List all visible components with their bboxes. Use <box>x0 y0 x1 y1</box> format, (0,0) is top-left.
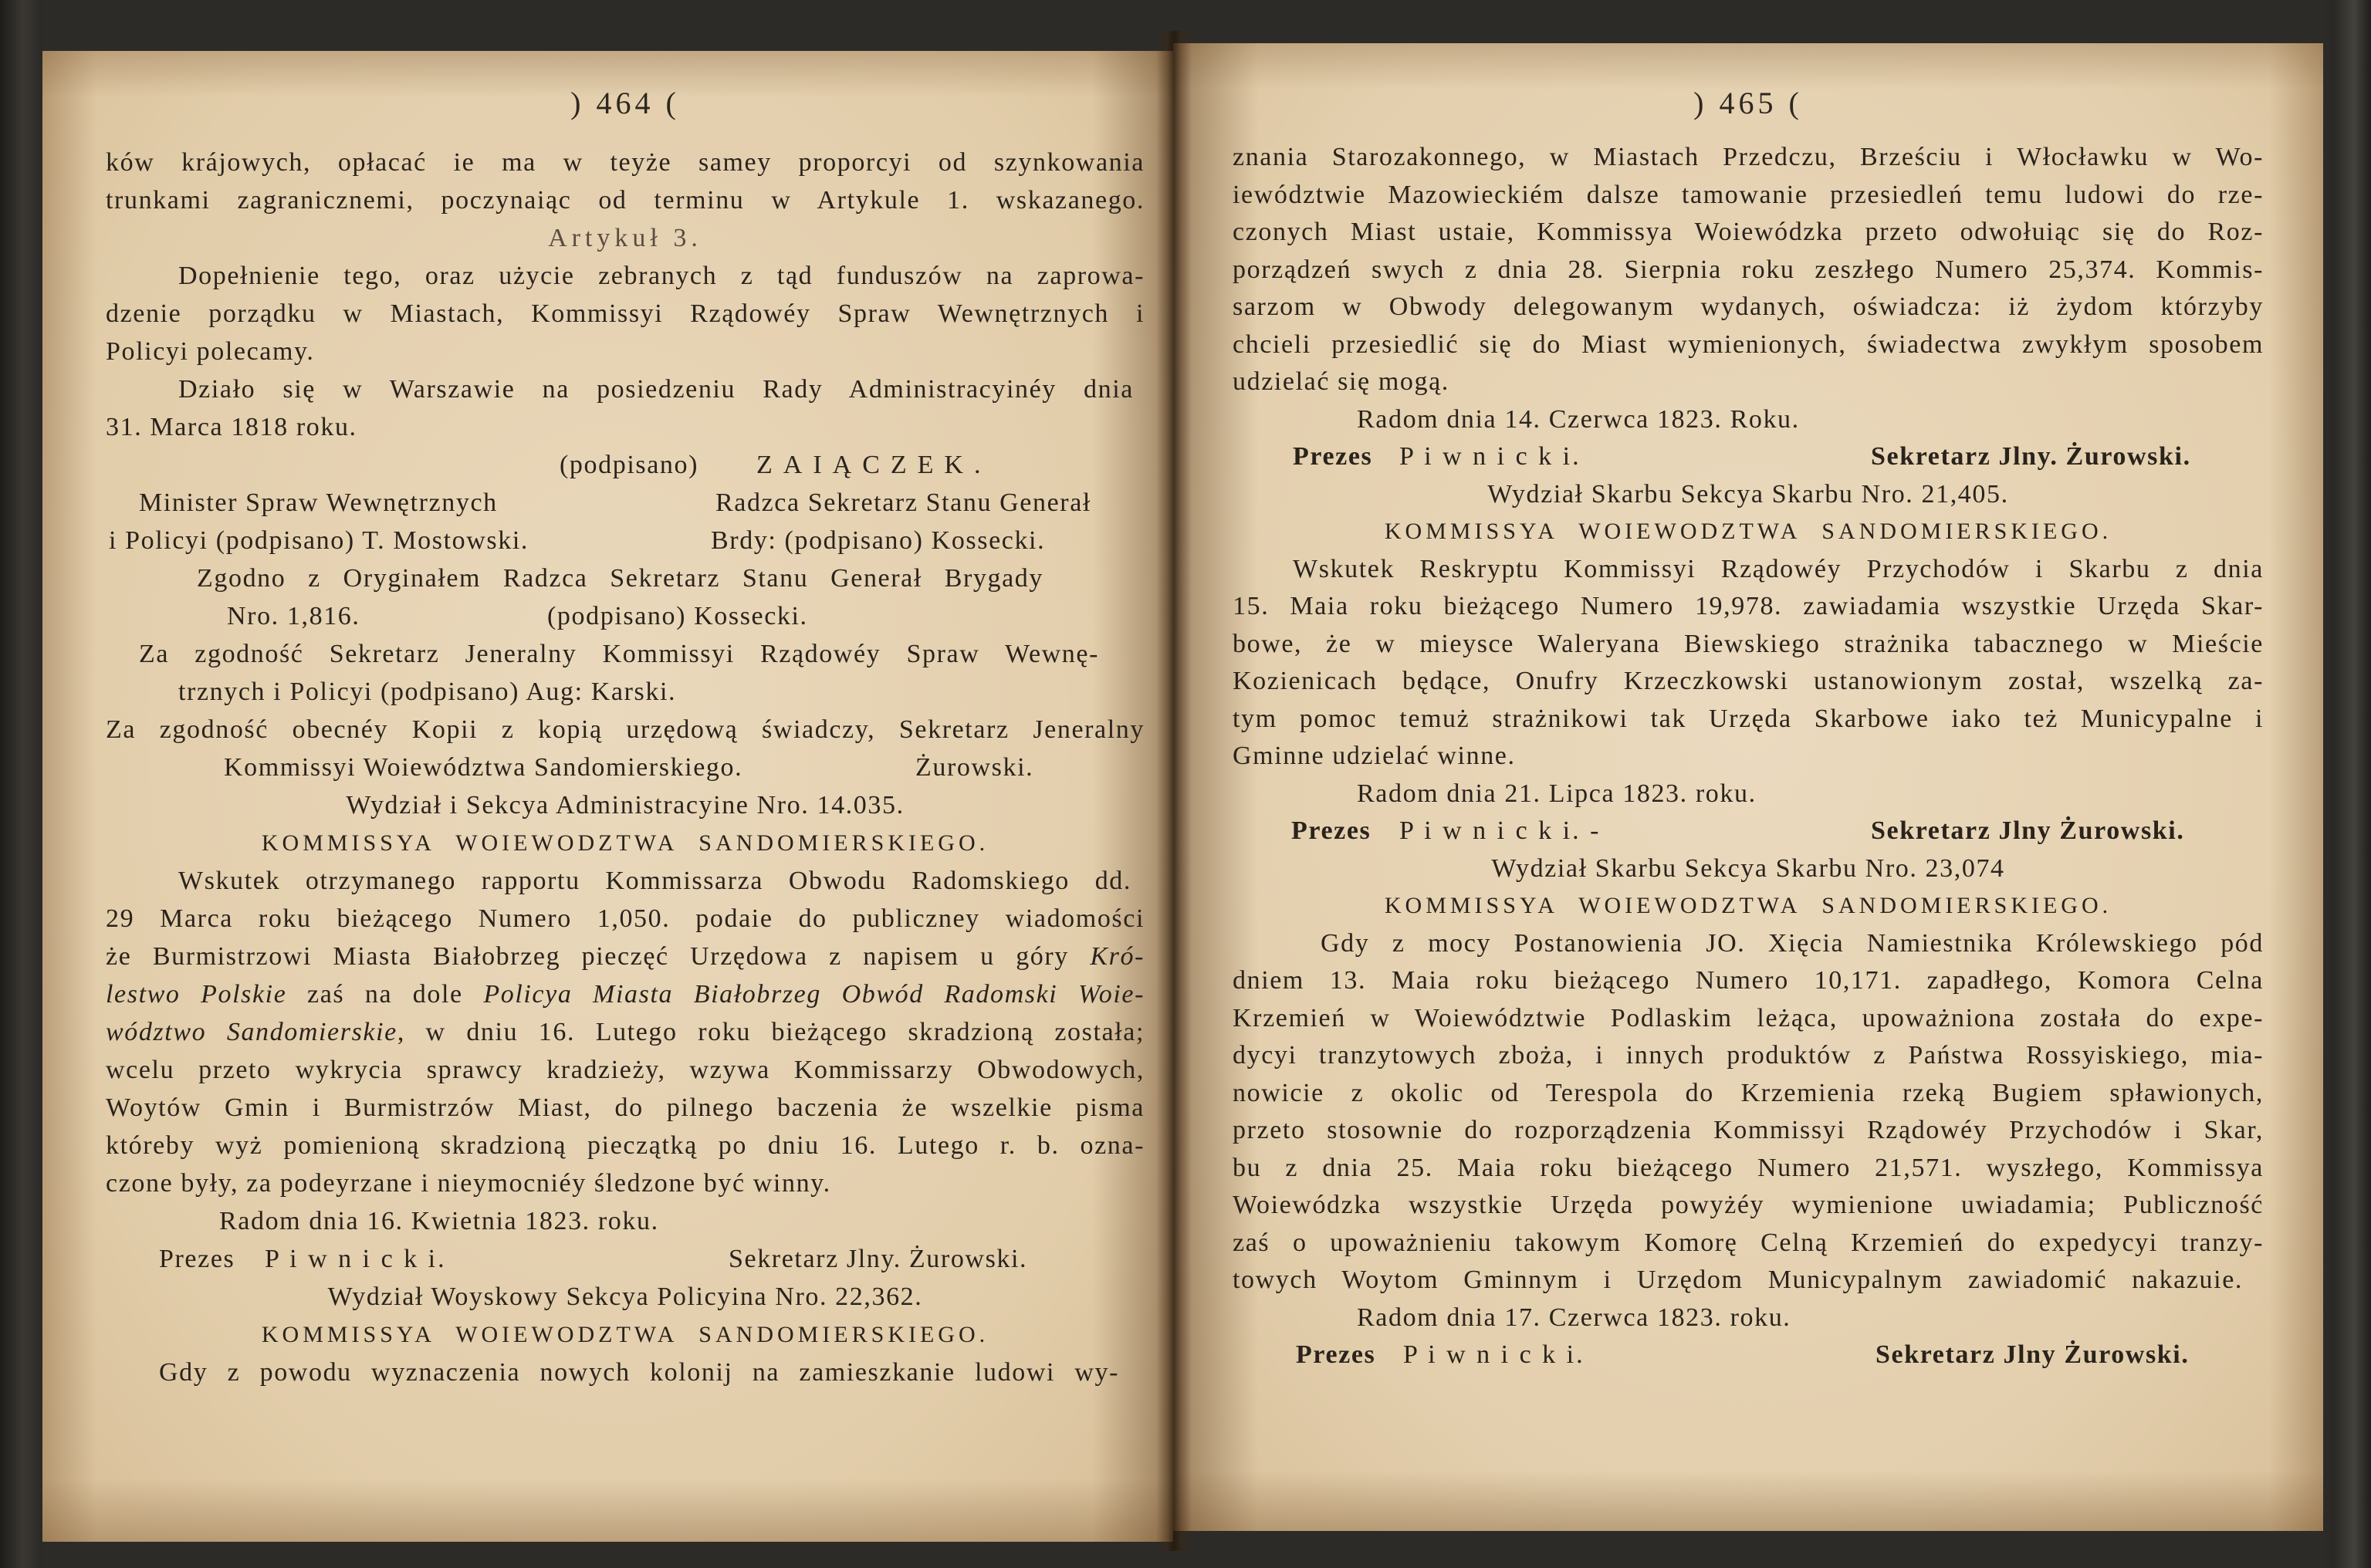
signatory-name: Sekretarz Jlny. Żurowski. <box>1871 442 2191 471</box>
signatory-name: P i w n i c k i. <box>265 1245 447 1273</box>
signatory-title: Radzca Sekretarz Stanu Generał <box>715 488 1091 517</box>
signatory-name: Żurowski. <box>915 753 1034 782</box>
section-heading: KOMMISSYA WOIEWODZTWA SANDOMIERSKIEGO. <box>261 830 989 856</box>
section-reference: Wydział Woyskowy Sekcya Policyina Nro. 22,362. <box>327 1282 923 1311</box>
signatory-name: P i w n i c k i. <box>1403 1340 1585 1369</box>
right-page-text <box>1233 139 2264 1374</box>
text-line: bu z dnia 25. Maia roku bieżącego Numero 21,571. wyszłego, Kommissya <box>1233 1153 2264 1182</box>
date-line: Radom dnia 14. Czerwca 1823. Roku. <box>1357 404 1800 434</box>
text-line: Wskutek Reskryptu Kommissyi Rządowéy Przychodów i Skarbu z dnia <box>1293 554 2264 583</box>
signatory-title: Minister Spraw Wewnętrznych <box>139 488 498 517</box>
signature-line <box>1233 1337 2264 1374</box>
signatory-name: ZAIĄCZEK. <box>756 451 992 479</box>
text-line: Kozienicach będące, Onufry Krzeczkowski ustanowionym został, wszelką za- <box>1233 667 2264 695</box>
text-segment: , w dniu 16. Lutego roku bieżącego skradzioną została; <box>397 1018 1145 1046</box>
text-line: Działo się w Warszawie na posiedzeniu Rady Administracyinéy dnia <box>178 375 1134 404</box>
text-line: czonych Miast ustaie, Kommissya Woiewódzka przeto odwołuiąc się do Roz- <box>1233 218 2264 246</box>
signatory-name: Brdy: (podpisano) Kossecki. <box>711 526 1046 555</box>
text-line: trznych i Policyi (podpisano) Aug: Karski. <box>178 678 677 706</box>
section-heading: KOMMISSYA WOIEWODZTWA SANDOMIERSKIEGO. <box>1384 893 2112 918</box>
text-line <box>106 1013 1145 1051</box>
text-line: zaś o upoważnieniu takowym Komorę Celną Krzemień do expedycyi tranzy- <box>1233 1228 2264 1257</box>
signature-line <box>1233 438 2264 476</box>
section-heading: KOMMISSYA WOIEWODZTWA SANDOMIERSKIEGO. <box>261 1322 989 1347</box>
left-page-text <box>106 144 1145 1391</box>
signatory-name: i Policyi (podpisano) T. Mostowski. <box>109 526 529 555</box>
text-segment: zaś na dole <box>286 980 484 1009</box>
text-line: 15. Maia roku bieżącego Numero 19,978. zawiadamia wszystkie Urzęda Skar- <box>1233 592 2264 620</box>
text-line: towych Woytom Gminnym i Urzędom Municypalnym zawiadomić nakazuie. <box>1233 1266 2243 1294</box>
signatory-name: Sekretarz Jlny Żurowski. <box>1875 1340 2190 1369</box>
italic-segment: Kró- <box>1090 942 1145 971</box>
signature-line <box>106 484 1145 522</box>
text-line: dycyi tranzytowych zboża, i innych produktów z Państwa Rossyiskiego, mia- <box>1233 1041 2264 1070</box>
right-page <box>1173 43 2323 1531</box>
text-line: któreby wyż pomienioną skradzioną pieczątką po dniu 16. Lutego r. b. ozna- <box>106 1131 1145 1160</box>
book-spine <box>1156 31 1192 1551</box>
text-line: udzielać się mogą. <box>1233 367 1449 396</box>
text-line: Woiewódzka wszystkie Urzęda powyżéy wymienione uwiadamia; Publiczność <box>1233 1191 2264 1219</box>
text-line: sarzom w Obwody delegowanym wydanych, oświadcza: iż żydom którzyby <box>1233 292 2264 321</box>
signatory-title: Prezes <box>1291 816 1372 845</box>
text-line <box>106 938 1145 975</box>
text-line: ków krájowych, opłacać ie ma w teyże samey proporcyi od szynkowania <box>106 148 1145 177</box>
text-line <box>106 975 1145 1013</box>
text-line: Za zgodność obecnéy Kopii z kopią urzędową świadczy, Sekretarz Jeneralny <box>106 715 1145 744</box>
text-line: Za zgodność Sekretarz Jeneralny Kommissyi Rządowéy Spraw Wewnę- <box>139 640 1099 668</box>
signatory-title: Kommissyi Woiewództwa Sandomierskiego. <box>224 753 743 782</box>
italic-segment: lestwo Polskie <box>106 980 287 1009</box>
signatory-name: Sekretarz Jlny. Żurowski. <box>729 1245 1028 1273</box>
text-line: dniem 13. Maia roku bieżącego Numero 10,171. zapadłego, Komora Celna <box>1233 966 2264 995</box>
date-line: Radom dnia 17. Czerwca 1823. roku. <box>1357 1303 1791 1332</box>
signature-line <box>106 522 1145 559</box>
text-line: Policyi polecamy. <box>106 337 315 366</box>
left-page <box>42 51 1173 1542</box>
signature-line <box>106 1240 1145 1278</box>
text-line: Wskutek otrzymanego rapportu Kommissarza Obwodu Radomskiego dd. <box>178 867 1131 895</box>
text-line: trunkami zagranicznemi, poczynaiąc od terminu w Artykule 1. wskazanego. <box>106 186 1145 215</box>
signatory-name: (podpisano) Kossecki. <box>547 602 808 630</box>
section-reference: Wydział i Sekcya Administracyine Nro. 14.035. <box>346 791 905 819</box>
text-line: iewództwie Mazowieckiém dalsze tamowanie przesiedleń temu ludowi do rze- <box>1233 180 2264 209</box>
signatory-title: Prezes <box>1296 1340 1376 1369</box>
text-line: czone były, za podeyrzane i nieymocniéy śledzone być winny. <box>106 1169 831 1198</box>
text-line: Gminne udzielać winne. <box>1233 742 1516 770</box>
text-line: Krzemień w Woiewództwie Podlaskim leżąca, upoważniona została do expe- <box>1233 1003 2264 1032</box>
section-heading: KOMMISSYA WOIEWODZTWA SANDOMIERSKIEGO. <box>1384 519 2112 544</box>
signatory-name: Sekretarz Jlny Żurowski. <box>1871 816 2185 845</box>
signature-line <box>106 597 1145 635</box>
page-number: ) 465 ( <box>1693 86 1803 120</box>
signatory-name: P i w n i c k i. - <box>1399 816 1602 845</box>
signature-line <box>106 749 1145 786</box>
text-line: wcelu przeto wykrycia sprawcy kradzieży, wzywa Kommissarzy Obwodowych, <box>106 1056 1145 1084</box>
signed-note: (podpisano) <box>560 451 699 479</box>
text-line: nowicie z okolic od Terespola do Krzemienia rzeką Bugiem spławionych, <box>1233 1078 2264 1107</box>
signatory-title: Prezes <box>159 1245 235 1273</box>
italic-segment: Policya Miasta Białobrzeg Obwód Radomski Woie- <box>483 980 1145 1009</box>
signature-line <box>106 446 1145 484</box>
signatory-name: P i w n i c k i. <box>1399 442 1581 471</box>
section-reference: Wydział Skarbu Sekcya Skarbu Nro. 21,405. <box>1487 479 2009 509</box>
text-line: Gdy z mocy Postanowienia JO. Xięcia Namiestnika Królewskiego pód <box>1321 928 2264 958</box>
text-line: dzenie porządku w Miastach, Kommissyi Rządowéy Spraw Wewnętrznych i <box>106 299 1145 328</box>
text-line: bowe, że w mieysce Waleryana Biewskiego strażnika tabacznego w Mieście <box>1233 629 2264 658</box>
text-line: przeto stosownie do rozporządzenia Kommissyi Rządowéy Przychodów i Skar, <box>1233 1116 2264 1144</box>
text-line: chcieli przesiedlić się do Miast wymienionych, świadectwa zwykłym sposobem <box>1233 329 2264 359</box>
text-line: 29 Marca roku bieżącego Numero 1,050. podaie do publiczney wiadomości <box>106 904 1145 933</box>
document-number: Nro. 1,816. <box>227 602 360 630</box>
signature-line <box>1233 813 2264 850</box>
section-reference: Wydział Skarbu Sekcya Skarbu Nro. 23,074 <box>1491 853 2005 883</box>
text-line: znania Starozakonnego, w Miastach Przedczu, Brześciu i Włocławku w Wo- <box>1233 143 2264 171</box>
text-segment: że Burmistrzowi Miasta Białobrzeg pieczęć Urzędowa z napisem u góry <box>106 942 1091 971</box>
text-line: Zgodno z Oryginałem Radzca Sekretarz Stanu Generał Brygady <box>197 564 1043 593</box>
text-line: 31. Marca 1818 roku. <box>106 413 357 441</box>
text-line: tym pomoc temuż strażnikowi tak Urzęda Skarbowe iako też Municypalne i <box>1233 704 2264 733</box>
signatory-title: Prezes <box>1293 442 1373 471</box>
text-line: Woytów Gmin i Burmistrzów Miast, do pilnego baczenia że wszelkie pisma <box>106 1093 1145 1122</box>
article-heading: Artykuł 3. <box>548 224 702 252</box>
page-number: ) 464 ( <box>570 86 680 120</box>
date-line: Radom dnia 16. Kwietnia 1823. roku. <box>219 1207 659 1235</box>
text-line: porządzeń swych z dnia 28. Sierpnia roku zeszłego Numero 25,374. Kommis- <box>1233 255 2264 284</box>
text-line: Dopełnienie tego, oraz użycie zebranych z tąd funduszów na zaprowa- <box>178 262 1145 290</box>
date-line: Radom dnia 21. Lipca 1823. roku. <box>1357 779 1757 808</box>
text-line: Gdy z powodu wyznaczenia nowych kolonij na zamieszkanie ludowi wy- <box>159 1358 1119 1387</box>
italic-segment: wództwo Sandomierskie <box>106 1018 397 1046</box>
